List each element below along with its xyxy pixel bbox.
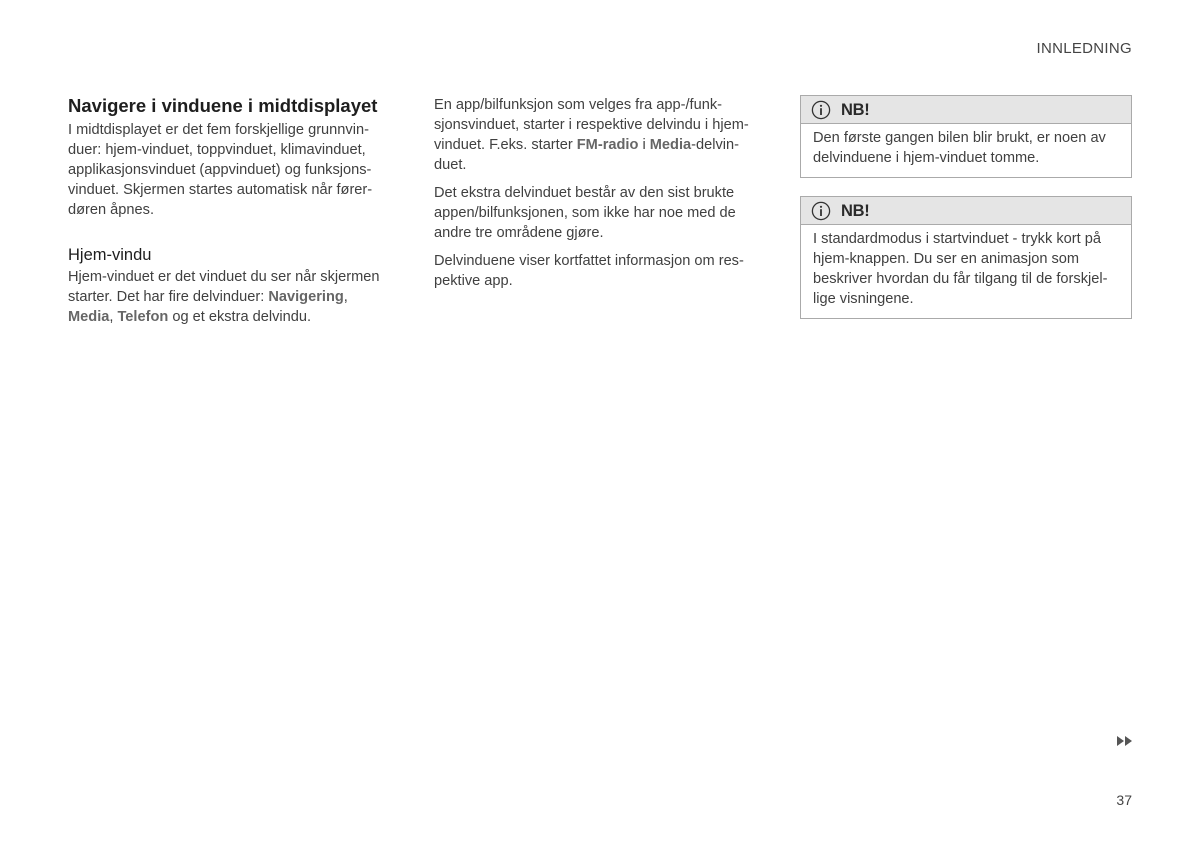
info-icon — [811, 100, 831, 120]
info-icon — [811, 201, 831, 221]
text-fragment: og et ekstra delvindu. — [168, 309, 312, 325]
highlight-navigering: Navigering — [268, 289, 344, 305]
page-title: Navigere i vinduene i midtdisplayet — [68, 95, 378, 116]
double-chevron-right-icon[interactable] — [1116, 735, 1134, 747]
text-fragment: , — [343, 289, 348, 305]
column-right — [800, 95, 1132, 337]
section-header: INNLEDNING — [1036, 40, 1132, 57]
note-box — [800, 196, 1132, 319]
text-fragment: -delvin-duet. — [434, 137, 739, 173]
delvinduer-info-paragraph: Delvinduene viser kortfattet informasjon om res-pektive app. — [434, 253, 744, 289]
note-header — [801, 197, 1131, 225]
note-header — [801, 96, 1131, 124]
app-paragraph — [434, 95, 759, 175]
highlight-media: Media — [68, 309, 110, 325]
note-title: NB! — [841, 201, 870, 220]
text-fragment: Hjem-vinduet er det vinduet du ser når skjermen starter. Det har fire delvinduer: — [68, 269, 380, 305]
text-fragment: i — [638, 137, 650, 153]
note-title: NB! — [841, 100, 870, 119]
text-fragment: En app/bilfunksjon som velges fra app-/funk-sjonsvinduet, starter i respektive delvindu i hjem-vinduet. F.eks. starter — [434, 97, 749, 153]
subheading-hjem-vindu: Hjem-vindu — [68, 246, 152, 264]
column-middle — [434, 95, 759, 299]
hjem-vindu-paragraph — [68, 267, 393, 327]
column-left — [68, 95, 393, 334]
highlight-telefon: Telefon — [117, 309, 169, 325]
intro-paragraph: I midtdisplayet er det fem forskjellige grunnvin-duer: hjem-vinduet, toppvinduet, klimavinduet, applikasjonsvinduet (appvinduet) og funksjons-vinduet. Skjermen startes automatisk når fører-døren åpnes. — [68, 122, 373, 218]
note-text: I standardmodus i startvinduet - trykk kort på hjem-knappen. Du ser en animasjon som beskriver hvordan du får tilgang til de forskjel-lige visningene. — [813, 231, 1108, 307]
note-box — [800, 95, 1132, 178]
highlight-media: Media — [649, 137, 692, 153]
note-text: Den første gangen bilen blir brukt, er noen av delvinduene i hjem-vinduet tomme. — [813, 130, 1106, 166]
highlight-fm-radio: FM-radio — [576, 137, 639, 153]
text-fragment: , — [109, 309, 118, 325]
page-number: 37 — [1116, 792, 1132, 808]
extra-delvindu-paragraph: Det ekstra delvinduet består av den sist brukte appen/bilfunksjonen, som ikke har noe med de andre tre områdene gjøre. — [434, 185, 736, 241]
